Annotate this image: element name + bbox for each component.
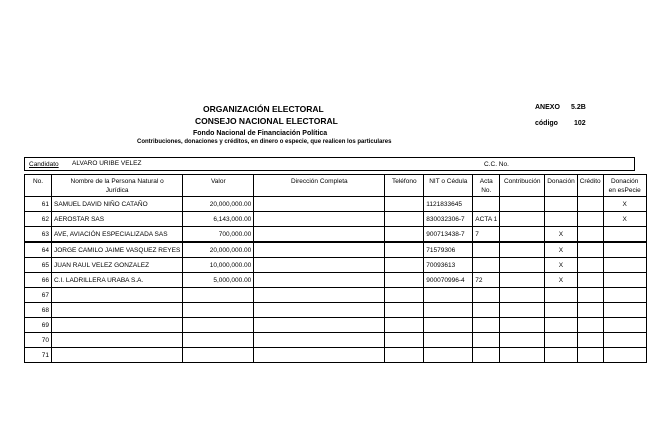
row-telefono xyxy=(385,273,424,288)
row-direccion xyxy=(254,318,385,333)
candidate-name: ALVARO URIBE VELEZ xyxy=(72,160,142,167)
row-telefono xyxy=(385,333,424,348)
row-contribucion xyxy=(500,288,545,303)
row-nit: 70093613 xyxy=(424,258,473,273)
row-credito xyxy=(577,318,603,333)
row-direccion xyxy=(254,212,385,227)
row-telefono xyxy=(385,288,424,303)
row-credito xyxy=(577,333,603,348)
anexo-label: ANEXO xyxy=(535,104,560,111)
row-contribucion xyxy=(500,273,545,288)
row-telefono xyxy=(385,212,424,227)
row-no: 65 xyxy=(25,258,52,273)
table-row xyxy=(25,258,647,273)
consejo-title: CONSEJO NACIONAL ELECTORAL xyxy=(195,116,338,126)
row-direccion xyxy=(254,242,385,258)
row-especie xyxy=(603,303,646,318)
col-header-nombre: Nombre de la Persona Natural o Jurídica xyxy=(52,175,183,197)
row-telefono xyxy=(385,318,424,333)
row-contribucion xyxy=(500,333,545,348)
row-nombre: AEROSTAR SAS xyxy=(52,212,183,227)
row-no: 63 xyxy=(25,227,52,243)
row-telefono xyxy=(385,303,424,318)
row-no: 69 xyxy=(25,318,52,333)
row-acta: 72 xyxy=(473,273,500,288)
row-nit xyxy=(424,333,473,348)
row-credito xyxy=(577,197,603,212)
row-no: 68 xyxy=(25,303,52,318)
row-nombre xyxy=(52,303,183,318)
row-especie xyxy=(603,273,646,288)
row-donacion xyxy=(545,348,577,363)
table-row xyxy=(25,348,647,363)
row-valor: 20,000,000.00 xyxy=(183,242,254,258)
table-header-row xyxy=(25,175,647,197)
row-nit: 900070996-4 xyxy=(424,273,473,288)
row-contribucion xyxy=(500,303,545,318)
row-credito xyxy=(577,258,603,273)
row-nit: 71579306 xyxy=(424,242,473,258)
col-header-telefono: Teléfono xyxy=(385,175,424,197)
col-header-donacion-especie: Donación en esPecie xyxy=(603,175,646,197)
col-header-valor: Valor xyxy=(183,175,254,197)
row-especie xyxy=(603,333,646,348)
codigo-value: 102 xyxy=(574,120,586,127)
row-contribucion xyxy=(500,212,545,227)
row-nombre: SAMUEL DAVID NIÑO CATAÑO xyxy=(52,197,183,212)
row-especie: X xyxy=(603,197,646,212)
row-no: 62 xyxy=(25,212,52,227)
table-row xyxy=(25,197,647,212)
row-valor xyxy=(183,303,254,318)
fondo-title: Fondo Nacional de Financiación Política xyxy=(193,130,328,137)
row-nit xyxy=(424,318,473,333)
row-direccion xyxy=(254,273,385,288)
row-nombre xyxy=(52,318,183,333)
row-especie xyxy=(603,242,646,258)
row-valor xyxy=(183,348,254,363)
row-especie xyxy=(603,348,646,363)
row-contribucion xyxy=(500,197,545,212)
row-contribucion xyxy=(500,318,545,333)
row-acta xyxy=(473,318,500,333)
row-donacion xyxy=(545,197,577,212)
candidate-label: Candidato xyxy=(29,161,59,168)
row-nit: 900713438-7 xyxy=(424,227,473,243)
table-row xyxy=(25,227,647,243)
row-donacion xyxy=(545,288,577,303)
row-donacion: X xyxy=(545,273,577,288)
row-acta xyxy=(473,303,500,318)
row-donacion xyxy=(545,212,577,227)
row-especie: X xyxy=(603,212,646,227)
row-telefono xyxy=(385,227,424,243)
row-valor: 700,000.00 xyxy=(183,227,254,243)
row-donacion xyxy=(545,318,577,333)
row-contribucion xyxy=(500,242,545,258)
row-acta xyxy=(473,333,500,348)
row-valor: 6,143,000.00 xyxy=(183,212,254,227)
row-acta xyxy=(473,348,500,363)
row-credito xyxy=(577,288,603,303)
row-nit xyxy=(424,348,473,363)
row-nombre: JORGE CAMILO JAIME VASQUEZ REYES xyxy=(52,242,183,258)
row-direccion xyxy=(254,197,385,212)
contributions-table xyxy=(24,174,647,363)
row-credito xyxy=(577,303,603,318)
row-no: 67 xyxy=(25,288,52,303)
col-header-no: No. xyxy=(25,175,52,197)
row-nit xyxy=(424,288,473,303)
row-no: 66 xyxy=(25,273,52,288)
table-row xyxy=(25,273,647,288)
anexo-value: 5.2B xyxy=(571,104,586,111)
row-valor: 20,000,000.00 xyxy=(183,197,254,212)
row-credito xyxy=(577,242,603,258)
row-no: 70 xyxy=(25,333,52,348)
row-acta xyxy=(473,258,500,273)
table-row xyxy=(25,212,647,227)
col-header-contribucion: Contribución xyxy=(500,175,545,197)
row-credito xyxy=(577,212,603,227)
row-telefono xyxy=(385,197,424,212)
row-donacion: X xyxy=(545,242,577,258)
row-acta: ACTA 1 xyxy=(473,212,500,227)
row-no: 61 xyxy=(25,197,52,212)
col-header-direccion: Dirección Completa xyxy=(254,175,385,197)
row-telefono xyxy=(385,258,424,273)
row-acta xyxy=(473,242,500,258)
table-row xyxy=(25,303,647,318)
row-contribucion xyxy=(500,227,545,243)
table-row xyxy=(25,242,647,258)
row-direccion xyxy=(254,333,385,348)
col-header-acta: Acta No. xyxy=(473,175,500,197)
row-direccion xyxy=(254,227,385,243)
row-nombre: C.I. LADRILLERA URABA S.A. xyxy=(52,273,183,288)
row-nombre: AVE, AVIACIÓN ESPECIALIZADA SAS xyxy=(52,227,183,243)
row-nombre xyxy=(52,288,183,303)
row-especie xyxy=(603,227,646,243)
row-nombre xyxy=(52,348,183,363)
row-acta xyxy=(473,288,500,303)
row-nit xyxy=(424,303,473,318)
row-telefono xyxy=(385,348,424,363)
row-credito xyxy=(577,348,603,363)
row-direccion xyxy=(254,258,385,273)
table-row xyxy=(25,318,647,333)
col-header-nit: NIT o Cédula xyxy=(424,175,473,197)
org-title: ORGANIZACIÓN ELECTORAL xyxy=(203,104,324,114)
row-valor xyxy=(183,318,254,333)
row-donacion: X xyxy=(545,258,577,273)
row-donacion xyxy=(545,333,577,348)
row-nombre: JUAN RAUL VELEZ GONZALEZ xyxy=(52,258,183,273)
codigo-label: código xyxy=(535,120,558,127)
col-header-credito: Crédito xyxy=(577,175,603,197)
row-nit: 1121833645 xyxy=(424,197,473,212)
row-especie xyxy=(603,318,646,333)
row-credito xyxy=(577,227,603,243)
table-row xyxy=(25,288,647,303)
row-telefono xyxy=(385,242,424,258)
row-especie xyxy=(603,258,646,273)
form-subtitle: Contribuciones, donaciones y créditos, en dinero o especie, que realicen los particulares xyxy=(137,139,392,145)
row-acta xyxy=(473,197,500,212)
row-contribucion xyxy=(500,348,545,363)
row-donacion: X xyxy=(545,227,577,243)
col-header-donacion: Donación xyxy=(545,175,577,197)
row-no: 71 xyxy=(25,348,52,363)
row-direccion xyxy=(254,348,385,363)
row-especie xyxy=(603,288,646,303)
row-valor xyxy=(183,333,254,348)
row-direccion xyxy=(254,303,385,318)
table-row xyxy=(25,333,647,348)
cc-label: C.C. No. xyxy=(484,161,509,168)
row-no: 64 xyxy=(25,242,52,258)
row-nit: 830032306-7 xyxy=(424,212,473,227)
row-valor: 5,000,000.00 xyxy=(183,273,254,288)
row-credito xyxy=(577,273,603,288)
row-nombre xyxy=(52,333,183,348)
row-valor xyxy=(183,288,254,303)
row-valor: 10,000,000.00 xyxy=(183,258,254,273)
row-donacion xyxy=(545,303,577,318)
row-contribucion xyxy=(500,258,545,273)
row-direccion xyxy=(254,288,385,303)
row-acta: 7 xyxy=(473,227,500,243)
